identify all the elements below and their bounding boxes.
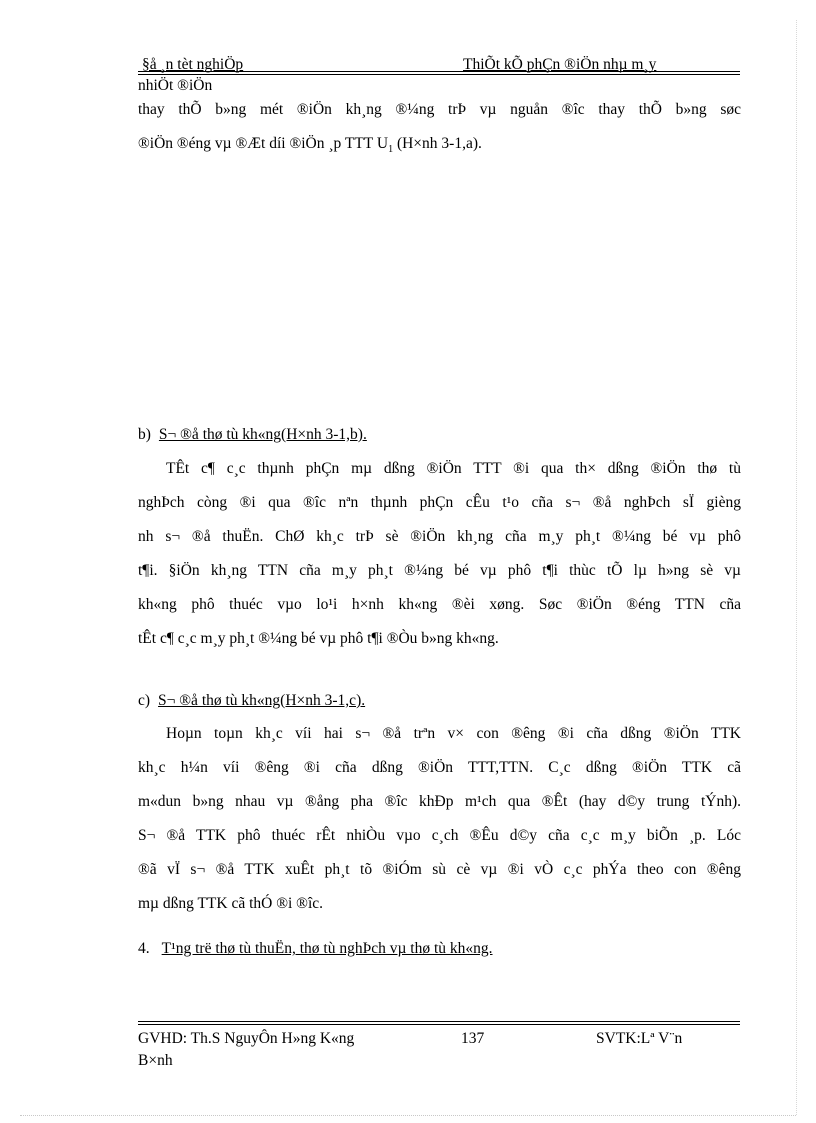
subscript: 1 [388,144,394,156]
paragraph-line: Hoµn toµn kh¸c víi hai s¬ ®å trªn v× con ®êng ®i cña dßng ®iÖn TTK [166,725,741,742]
footer-student-continuation: B×nh [138,1052,173,1069]
paragraph-line: mµ dßng TTK cã thÓ ®i ®îc. [138,895,324,912]
intro-line: ®iÖn ®éng vµ ®Æt díi ®iÖn ¸p TTT $U_1$ (H×nh 3-1,a). [138,135,482,156]
footer-rule [138,1021,740,1022]
paragraph-line: S¬ ®å TTK phô thuéc rÊt nhiÒu vµo c¸ch ®Êu d©y cña c¸c m¸y biÕn ¸p. Lóc [138,827,741,844]
header-rule [138,71,740,72]
intro-line: thay thÕ b»ng mét ®iÖn kh¸ng ®¼ng trÞ vµ nguån ®îc thay thÕ b»ng søc [138,101,741,118]
paragraph-line: kh«ng phô thuéc vµo lo¹i h×nh kh«ng ®èi xøng. Søc ®iÖn ®éng TTN cña [138,596,741,613]
section-b-title: S¬ ®å thø tù kh«ng(H×nh 3-1,b). [158,426,367,443]
section-4-title: T¹ng trë thø tù thuËn, thø tù nghÞch vµ thø tù kh«ng. [161,940,493,957]
header-title-continuation: nhiÖt ®iÖn [138,77,213,94]
header-left-title: §å ¸n tèt nghiÖp [142,56,244,73]
paragraph-line: ®ã vÏ s¬ ®å TTK xuÊt ph¸t tõ ®iÓm sù cè vµ ®i vÒ c¸c phÝa theo con ®êng [138,861,741,878]
paragraph-line: m«dun b»ng nhau vµ ®ång pha ®îc khÐp m¹ch qua ®Êt (hay d©y trung tÝnh). [138,793,741,810]
paragraph-line: kh¸c h¼n víi ®êng ®i cña dßng ®iÖn TTT,TTN. C¸c dßng ®iÖn TTK cã [138,759,741,776]
footer-supervisor: GVHD: Th.S NguyÔn H»ng K«ng [138,1030,355,1047]
footer-rule-thin [138,1024,740,1025]
paragraph-line: TÊt c¶ c¸c thµnh phÇn mµ dßng ®iÖn TTT ®i qua th× dßng ®iÖn thø tù [166,460,741,477]
section-c-marker: c) [138,692,151,709]
section-c-paragraph [138,717,741,921]
section-4-marker: 4. [138,940,150,957]
section-b-heading [138,426,367,444]
header-right-title: ThiÕt kÕ phÇn ®iÖn nhµ m¸y [463,56,657,73]
page-number: 137 [461,1030,485,1047]
section-c-heading [138,692,365,710]
section-b-paragraph [138,452,741,656]
section-c-title: S¬ ®å thø tù kh«ng(H×nh 3-1,c). [158,692,366,709]
footer-student: SVTK:Lª V¨n [596,1030,683,1047]
paragraph-line: tÊt c¶ c¸c m¸y ph¸t ®¼ng bé vµ phô t¶i ®Òu b»ng kh«ng. [138,630,499,647]
header-rule-thin [138,74,740,75]
paragraph-line: nh s¬ ®å thuËn. ChØ kh¸c trÞ sè ®iÖn kh¸ng cña m¸y ph¸t ®¼ng bé vµ phô [138,528,741,545]
paragraph-line: t¶i. §iÖn kh¸ng TTN cña m¸y ph¸t ®¼ng bé vµ phô t¶i thùc tÕ lµ h»ng sè vµ [138,562,741,579]
page-border-right [796,20,797,1115]
paragraph-line: nghÞch còng ®i qua ®îc nªn thµnh phÇn cÊu t¹o cña s¬ ®å nghÞch sÏ gièng [138,494,741,511]
section-b-marker: b) [138,426,151,443]
page-border-bottom [20,1115,796,1116]
intro-paragraph [138,93,741,167]
section-4-heading [138,940,493,958]
